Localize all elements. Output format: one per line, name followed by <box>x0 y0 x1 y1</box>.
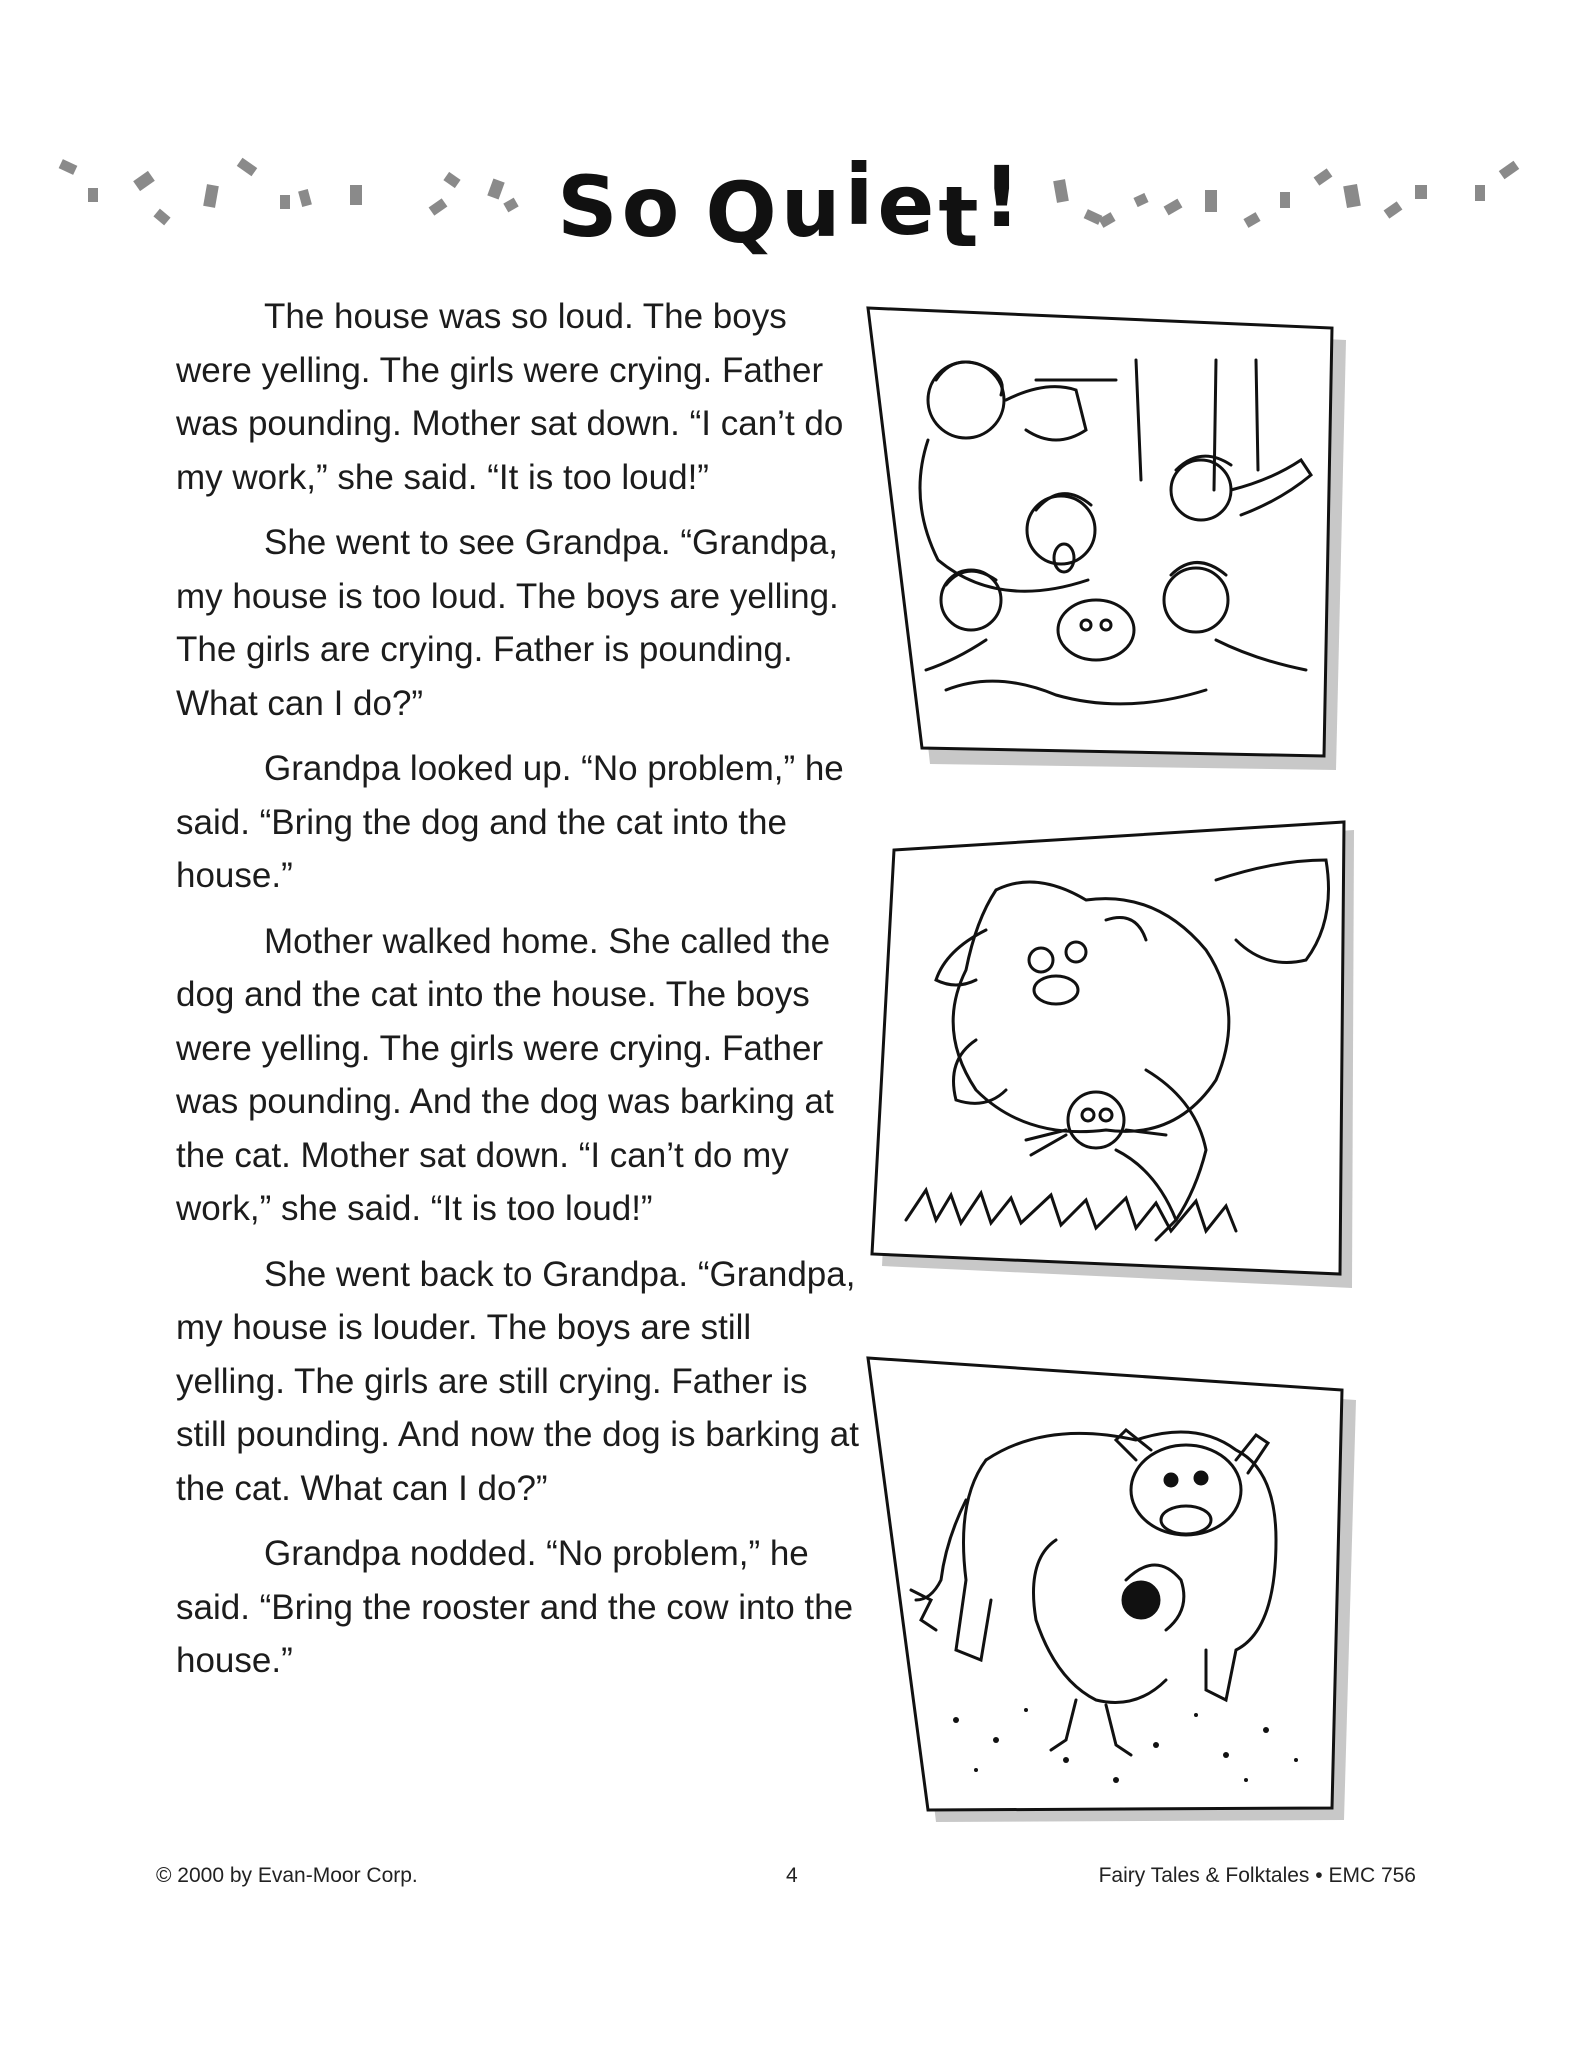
title-letter: S <box>557 158 622 256</box>
dog-and-cat-illustration-icon <box>866 820 1356 1300</box>
title-letter: e <box>877 156 939 254</box>
story-paragraph: She went back to Grandpa. “Grandpa, my house is louder. The boys are still yelling. The girls are still crying. Father is still pounding. And now the dog is barking at the cat. What can I do?” <box>176 1254 859 1508</box>
title-letter: u <box>780 158 845 256</box>
title-letter: ! <box>982 148 1025 246</box>
story-paragraph: Grandpa looked up. “No problem,” he said. “Bring the dog and the cat into the house.” <box>176 749 844 895</box>
title-letter: t <box>938 168 983 266</box>
footer-book-title: Fairy Tales & Folktales • EMC 756 <box>1098 1864 1416 1887</box>
story-paragraph: Mother walked home. She called the dog and the cat into the house. The boys were yelling. The girls were crying. Father was pounding. And the dog was barking at the cat. Mother sat down. “I can’t do my work,” she said. “It is too loud!” <box>176 921 834 1228</box>
noisy-family-illustration-icon <box>866 300 1356 780</box>
title-letter: i <box>844 146 878 244</box>
footer-copyright: © 2000 by Evan-Moor Corp. <box>156 1864 418 1887</box>
illustration-panel-cow-rooster <box>866 1350 1356 1830</box>
illustration-panel-dog-cat <box>866 820 1356 1300</box>
illustration-panel-family <box>866 300 1356 780</box>
footer-page-number: 4 <box>786 1864 798 1887</box>
story-paragraph: She went to see Grandpa. “Grandpa, my house is too loud. The boys are yelling. The girls are crying. Father is pounding. What can I do?” <box>176 523 839 723</box>
title-letter: Q <box>705 164 781 262</box>
story-text <box>176 290 866 1700</box>
story-paragraph: The house was so loud. The boys were yelling. The girls were crying. Father was pounding. Mother sat down. “I can’t do my work,” she said. “It is too loud!” <box>176 297 844 497</box>
title-letter: o <box>621 158 684 256</box>
story-paragraph: Grandpa nodded. “No problem,” he said. “Bring the rooster and the cow into the house.” <box>176 1534 854 1680</box>
page-title <box>0 146 1582 266</box>
cow-and-rooster-illustration-icon <box>866 1350 1356 1830</box>
